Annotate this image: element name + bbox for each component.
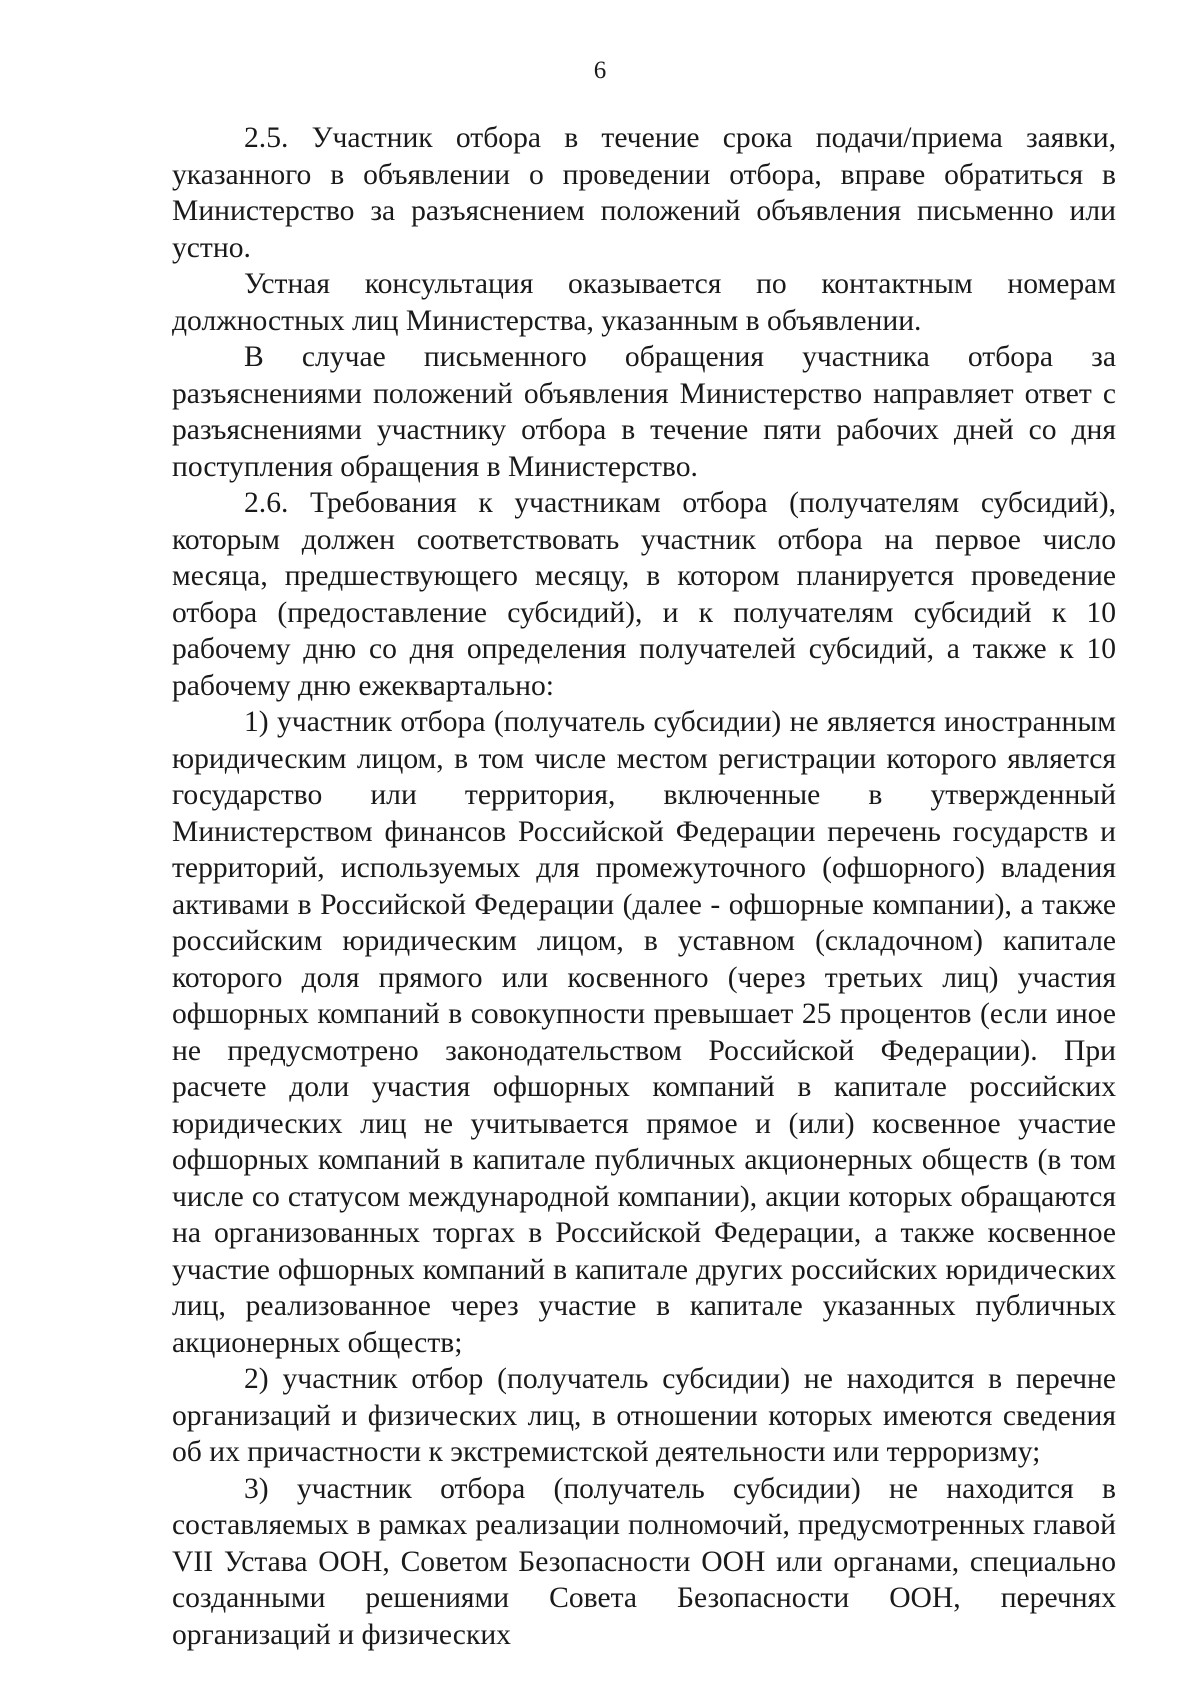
list-item-1: 1) участник отбора (получатель субсидии) не является иностранным юридическим лицом, в том числе местом регистрации которого является государство или территория, включенные в утвержденный Министерством финансов Российской Федерации перечень государств и территорий, используемых для промежуточного (офшорного) владения активами в Российской Федерации (далее - офшорные компании), а также российским юридическим лицом, в уставном (складочном) капитале которого доля прямого или косвенного (через третьих лиц) участия офшорных компаний в совокупности превышает 25 процентов (если иное не предусмотрено законодательством Российской Федерации). При расчете доли участия офшорных компаний в капитале российских юридических лиц не учитывается прямое и (или) косвенное участие офшорных компаний в капитале публичных акционерных обществ (в том числе со статусом международной компании), акции которых обращаются на организованных торгах в Российской Федерации, а также косвенное участие офшорных компаний в капитале других российских юридических лиц, реализованное через участие в капитале указанных публичных акционерных обществ; [172, 706, 1116, 1359]
list-item-2: 2) участник отбор (получатель субсидии) не находится в перечне организаций и физических лиц, в отношении которых имеются сведения об их причастности к экстремистской деятельности или терроризму; [172, 1363, 1116, 1468]
paragraph-2-5: 2.5. Участник отбора в течение срока подачи/приема заявки, указанного в объявлении о проведении отбора, вправе обратиться в Министерство за разъяснением положений объявления письменно или устно. [172, 122, 1116, 264]
paragraph-written-request: В случае письменного обращения участника отбора за разъяснениями положений объявления Министерство направляет ответ с разъяснениями участнику отбора в течение пяти рабочих дней со дня поступления обращения в Министерство. [172, 341, 1116, 483]
page-number: 6 [593, 57, 607, 84]
document-body [172, 120, 1116, 1653]
list-item-3: 3) участник отбора (получатель субсидии) не находится в составляемых в рамках реализации полномочий, предусмотренных главой VII Устава ООН, Советом Безопасности ООН или органами, специально созданными решениями Совета Безопасности ООН, перечнях организаций и физических [172, 1472, 1116, 1651]
paragraph-oral-consultation: Устная консультация оказывается по контактным номерам должностных лиц Министерства, указанным в объявлении. [172, 268, 1116, 337]
paragraph-2-6: 2.6. Требования к участникам отбора (получателям субсидий), которым должен соответствовать участник отбора на первое число месяца, предшествующего месяцу, в котором планируется проведение отбора (предоставление субсидий), и к получателям субсидий к 10 рабочему дню со дня определения получателей субсидий, а также к 10 рабочему дню ежеквартально: [172, 487, 1116, 702]
